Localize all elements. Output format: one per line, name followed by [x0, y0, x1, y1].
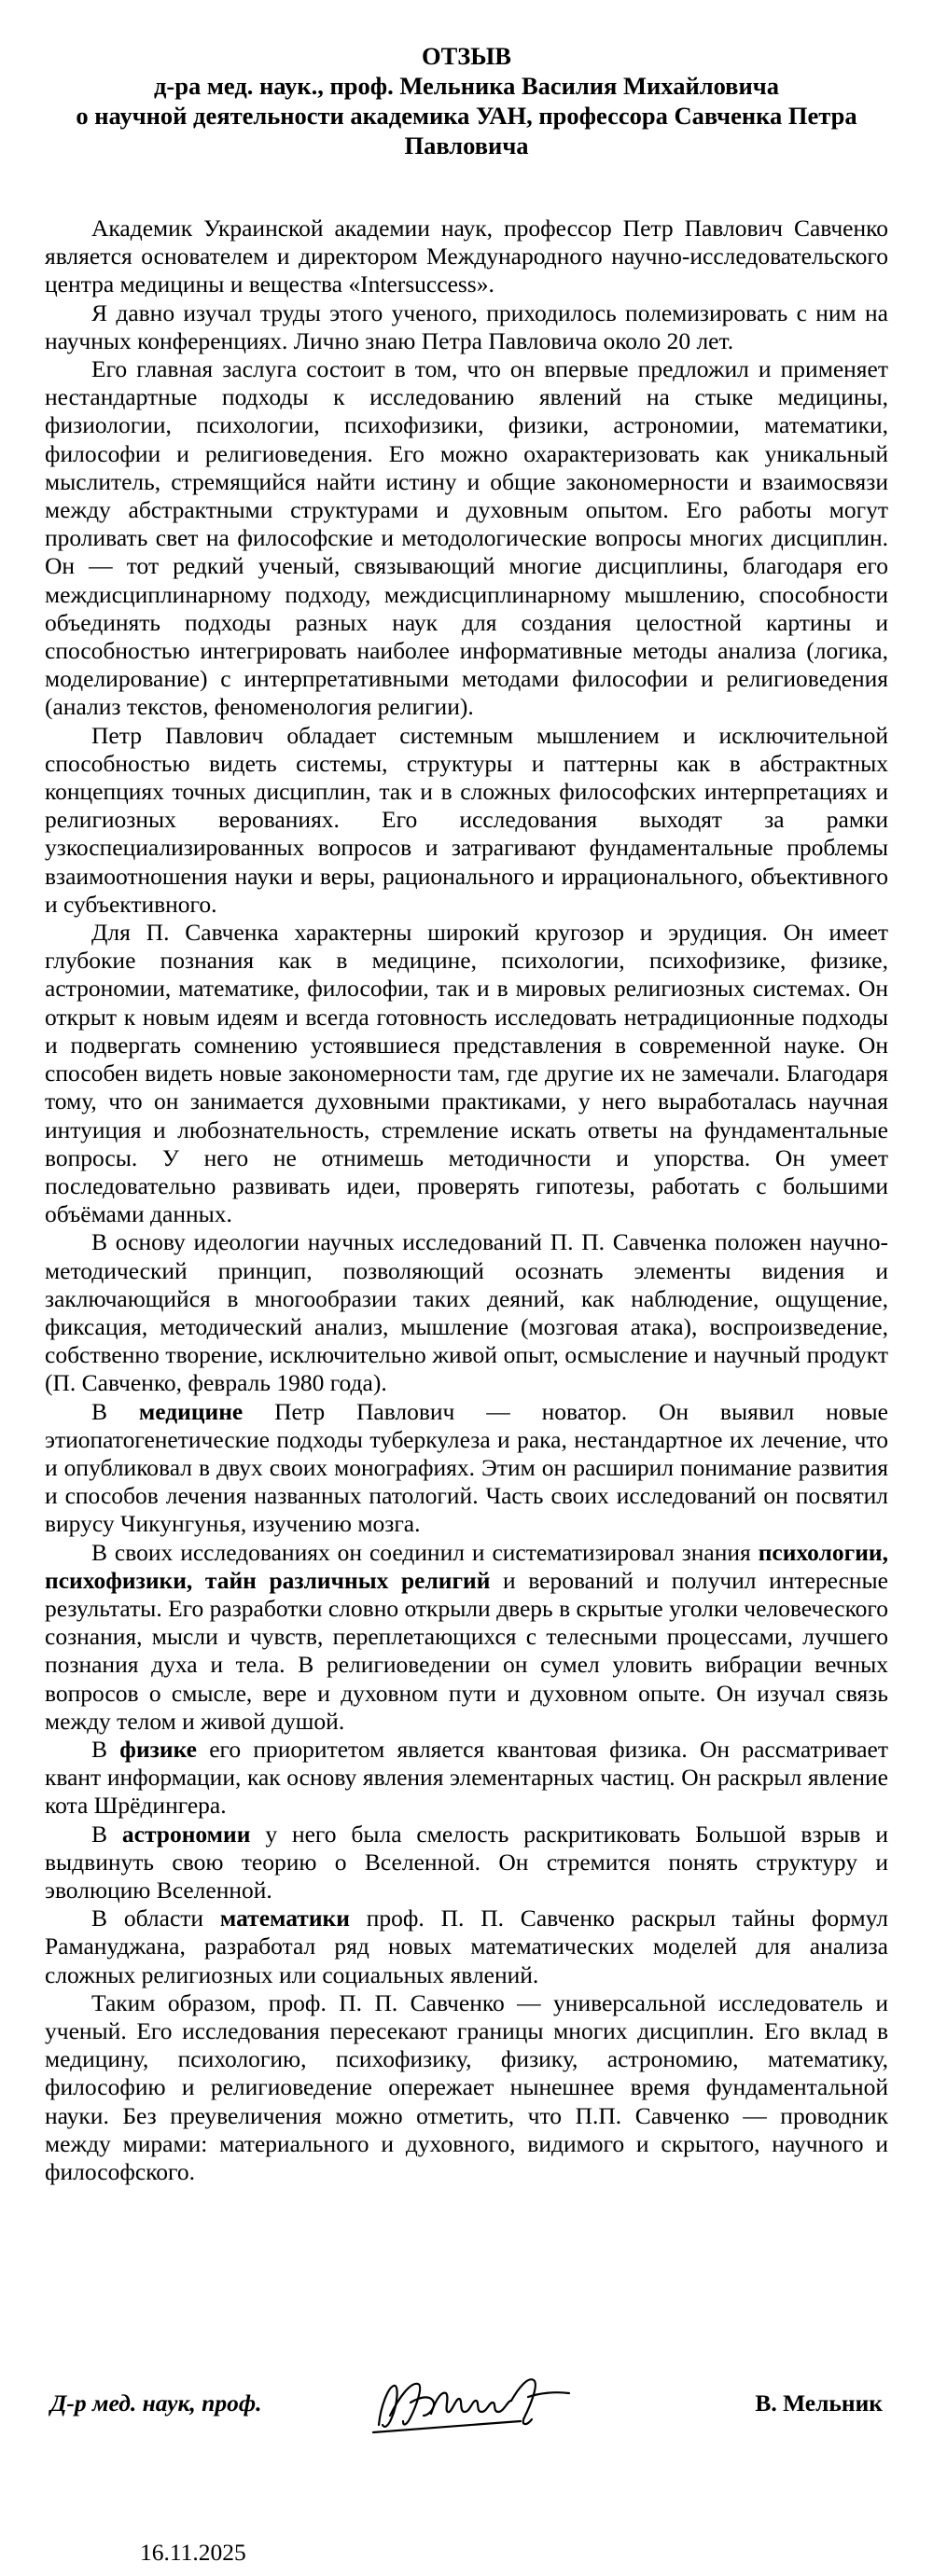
paragraph-text: В своих исследованиях он соединил и систематизировал знания	[91, 1538, 759, 1566]
paragraph	[45, 299, 888, 355]
paragraph	[45, 722, 888, 919]
signature-row	[45, 2360, 888, 2453]
paragraph-bold-text: физике	[119, 1735, 197, 1763]
document-title	[45, 41, 888, 160]
paragraph-bold-text: математики	[219, 1904, 350, 1932]
paragraph	[45, 1398, 888, 1539]
paragraph	[45, 1539, 888, 1736]
title-line: ОТЗЫВ	[422, 42, 511, 70]
paragraph-text: Петр Павлович — новатор. Он выявил новые этиопатогенетические подходы туберкулеза и рака, нестандартное их лечение, что и опубликовал в двух своих монографиях. Этим он расширил понимание развития и способов лечения названных патологий. Часть своих исследований он посвятил вирусу Чикунгунья, изучению мозга.	[45, 1397, 888, 1538]
title-line: Павловича	[404, 132, 529, 159]
paragraph-text: Академик Украинской академии наук, профессор Петр Павлович Савченко является основателем и директором Международного научно-исследовательского центра медицины и вещества «Intersuccess».	[45, 215, 888, 298]
paragraph-bold-text: психологии, психофизики, тайн различных религий	[45, 1538, 888, 1594]
paragraph-bold-text: астрономии	[121, 1820, 251, 1848]
paragraph-text: В основу идеологии научных исследований П. П. Савченка положен научно-методический принцип, позволяющий осознать элементы видения и заключающийся в многообразии таких деяний, как наблюдение, ощущение, фиксация, методический анализ, мышление (мозговая атака), воспроизведение, собственно творение, исключительно живой опыт, осмысление и научный продукт (П. Савченко, февраль 1980 года).	[45, 1228, 888, 1397]
signer-name: В. Мельник	[755, 2389, 883, 2417]
paragraph-text: Петр Павлович обладает системным мышлением и исключительной способностью видеть системы, структуры и паттерны как в абстрактных концепциях точных дисциплин, так и в сложных философских интерпретациях и религиозных верованиях. Его исследования выходят за рамки узкоспециализированных вопросов и затрагивают фундаментальные проблемы взаимоотношения науки и веры, рационального и иррационального, объективного и субъективного.	[45, 721, 888, 918]
paragraph	[45, 919, 888, 1228]
paragraph-bold-text: медицине	[138, 1397, 244, 1425]
title-line: о научной деятельности академика УАН, профессора Савченка Петра	[76, 102, 857, 130]
paragraph	[45, 355, 888, 722]
signature-title: Д-р мед. наук, проф.	[50, 2389, 262, 2417]
document-date: 16.11.2025	[140, 2539, 246, 2566]
paragraph-text: Его главная заслуга состоит в том, что он впервые предложил и применяет нестандартные подходы к исследованию явлений на стыке медицины, физиологии, психологии, психофизики, физики, астрономии, математики, философии и религиоведения. Его можно охарактеризовать как уникальный мыслитель, стремящийся найти истину и общие закономерности и взаимосвязи между абстрактными структурами и духовным опытом. Его работы могут проливать свет на философские и методологические вопросы многих дисциплин. Он — тот редкий ученый, связывающий многие дисциплины, благодаря его междисциплинарному подходу, междисциплинарному мышлению, способности объединять подходы разных наук для создания целостной картины и способностью интегрировать наиболее информативные методы анализа (логика, моделирование) с интерпретативными методами философии и религиоведения (анализ текстов, феноменология религии).	[45, 355, 888, 721]
paragraph-text: В	[91, 1735, 120, 1763]
paragraph	[45, 1904, 888, 1989]
handwritten-signature-icon	[362, 2360, 586, 2444]
title-line: д-ра мед. наук., проф. Мельника Василия Михайловича	[154, 72, 779, 100]
paragraph	[45, 1228, 888, 1397]
paragraph-text: В	[91, 1397, 139, 1425]
paragraph-text: Для П. Савченка характерны широкий кругозор и эрудиция. Он имеет глубокие познания как в медицине, психологии, психофизике, физике, астрономии, математике, философии, так и в мировых религиозных системах. Он открыт к новым идеям и всегда готовность исследовать нетрадиционные подходы и подвергать сомнению устоявшиеся представления в современной науке. Он способен видеть новые закономерности там, где другие их не замечали. Благодаря тому, что он занимается духовными практиками, у него выработалась научная интуиция и любознательность, стремление искать ответы на фундаментальные вопросы. У него не отнимешь методичности и упорства. Он умеет последовательно развивать идеи, проверять гипотезы, работать с большими объёмами данных.	[45, 919, 888, 1228]
paragraph-text: Таким образом, проф. П. П. Савченко — универсальной исследователь и ученый. Его исследования пересекают границы многих дисциплин. Его вклад в медицину, психологию, психофизику, физику, астрономию, математику, философию и религиоведение опережает нынешнее время фундаментальной науки. Без преувеличения можно отметить, что П.П. Савченко — проводник между мирами: материального и духовного, видимого и скрытого, научного и философского.	[45, 1988, 888, 2186]
paragraph-text: проф. П. П. Савченко раскрыл тайны формул Рамануджана, разработал ряд новых математических моделей для анализа сложных религиозных или социальных явлений.	[45, 1904, 888, 1988]
paragraph-text: его приоритетом является квантовая физика. Он рассматривает квант информации, как основу явления элементарных частиц. Он раскрыл явление кота Шрёдингера.	[45, 1735, 889, 1820]
paragraph	[45, 1736, 888, 1821]
paragraph-text: у него была смелость раскритиковать Большой взрыв и выдвинуть свою теорию о Вселенной. Он стремится понять структуру и эволюцию Вселенной.	[45, 1820, 888, 1904]
paragraph	[45, 215, 888, 299]
paragraph	[45, 1989, 888, 2186]
paragraph-text: Я давно изучал труды этого ученого, приходилось полемизировать с ним на научных конференциях. Лично знаю Петра Павловича около 20 лет.	[45, 298, 888, 354]
paragraph-text: В области	[91, 1904, 220, 1932]
document-body	[45, 215, 888, 2186]
paragraph-text: и верований и получил интересные результаты. Его разработки словно открыли дверь в скрытые уголки человеческого сознания, мысли и чувств, переплетающихся с телесными процессами, лучшего познания духа и тела. В религиоведении он сумел уловить вибрации вечных вопросов о смысле, вере и духовном пути и духовном опыте. Он изучал связь между телом и живой душой.	[45, 1566, 888, 1735]
paragraph	[45, 1821, 888, 1905]
paragraph-text: В	[91, 1820, 122, 1848]
